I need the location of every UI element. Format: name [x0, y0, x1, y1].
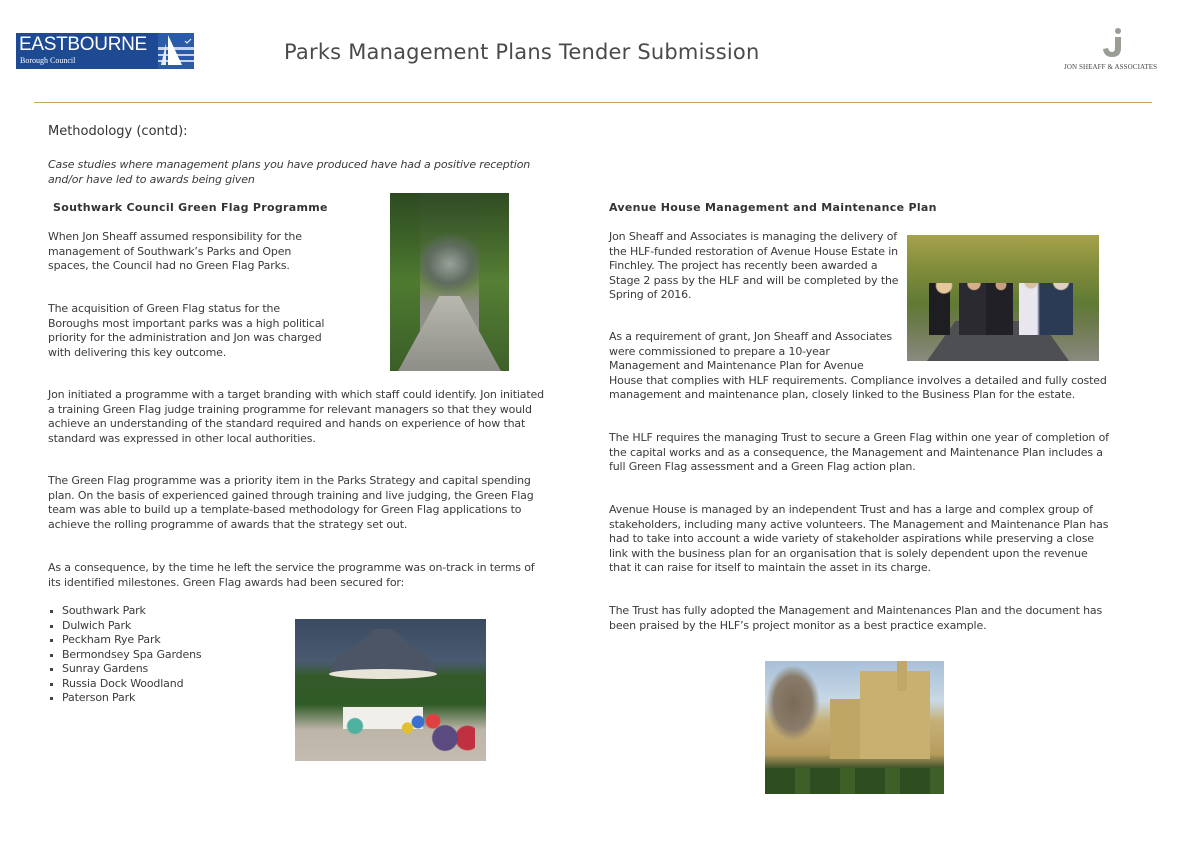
right-paragraph-1: Jon Sheaff and Associates is managing the delivery of the HLF-funded restoration of Avenue House Estate in Finchley. The project has recently been awarded a Stage 2 pass by the HLF and will be completed by the Spring of 2016. [609, 230, 899, 301]
list-item: Bermondsey Spa Gardens [48, 648, 288, 663]
sailboat-icon [158, 33, 194, 69]
right-paragraph-4: Avenue House is managed by an independent Trust and has a large and complex group of stakeholders, including many active volunteers. The Management and Maintenance Plan has had to take into account a wide variety of stakeholder aspirations while preserving a close link with the business plan for an organisation that is solely dependent upon the revenue that it can raise for itself to maintain the asset in its charge. [609, 503, 1109, 574]
list-item: Paterson Park [48, 691, 288, 706]
right-paragraph-2: As a requirement of grant, Jon Sheaff and Associates were commissioned to prepare a 10-year Management and Maintenance Plan for Avenue House that complies with HLF requirements. Compliance involves a detailed and fully costed management and maintenance plan, closely linked to the Business Plan for the estate. [609, 330, 1107, 401]
pergola-garden-path-photo [390, 193, 509, 371]
left-paragraph-4: The Green Flag programme was a priority item in the Parks Strategy and capital spending plan. On the basis of experienced gained through training and live judging, the Green Flag team was able to build up a template-based methodology for Green Flag applications to achieve the rolling programme of awards that the strategy set out. [48, 474, 534, 531]
list-item: Peckham Rye Park [48, 633, 288, 648]
bandstand-event-photo [295, 619, 486, 761]
js-mark-icon [1098, 28, 1126, 60]
logo-name: EASTBOURNE [19, 34, 147, 55]
right-paragraph-3: The HLF requires the managing Trust to secure a Green Flag within one year of completion of the capital works and as a consequence, the Management and Maintenance Plan includes a full Green Flag assessment and a Green Flag action plan. [609, 431, 1109, 473]
left-paragraph-3: Jon initiated a programme with a target branding with which staff could identify. Jon initiated a training Green Flag judge training programme for relevant managers so that they would achieve an understanding of the standard required and hands on experience of how that standard was expressed in other local authorities. [48, 388, 544, 445]
list-item: Russia Dock Woodland [48, 677, 288, 692]
header-divider [34, 102, 1152, 103]
avenue-house-garden-photo [765, 661, 944, 794]
logo-subtitle: Borough Council [20, 56, 76, 65]
right-case-heading: Avenue House Management and Maintenance Plan [609, 201, 937, 214]
group-walk-photo [907, 235, 1099, 361]
house-wing [830, 699, 862, 759]
left-case-heading: Southwark Council Green Flag Programme [53, 201, 328, 214]
right-paragraph-5: The Trust has fully adopted the Management and Maintenances Plan and the document has been praised by the HLF’s project monitor as a best practice example. [609, 604, 1103, 632]
house-tower [860, 671, 930, 759]
list-item: Southwark Park [48, 604, 288, 619]
document-title: Parks Management Plans Tender Submission [284, 40, 760, 64]
box-hedge-parterre [765, 768, 944, 794]
walking-group [929, 275, 1079, 345]
bandstand-roof [331, 629, 435, 673]
jon-sheaff-associates-logo [1062, 28, 1160, 74]
balloons-and-crowd [325, 714, 475, 754]
bandstand-eave [329, 669, 437, 679]
chimney [897, 661, 907, 691]
left-paragraph-2: The acquisition of Green Flag status for the Boroughs most important parks was a high political priority for the administration and Jon was charged with delivering this key outcome. [48, 302, 325, 359]
left-paragraph-5: As a consequence, by the time he left the service the programme was on-track in terms of its identified milestones. Green Flag awards had been secured for: [48, 561, 535, 589]
list-item: Dulwich Park [48, 619, 288, 634]
section-title: Methodology (contd): [48, 124, 188, 139]
bare-tree [765, 661, 835, 781]
eastbourne-logo [16, 33, 194, 69]
section-intro: Case studies where management plans you have produced have had a positive reception and/or have led to awards being given [48, 158, 531, 186]
left-paragraph-1: When Jon Sheaff assumed responsibility for the management of Southwark’s Parks and Open spaces, the Council had no Green Flag Parks. [48, 230, 302, 272]
list-item: Sunray Gardens [48, 662, 288, 677]
logo-text: JON SHEAFF & ASSOCIATES [1064, 63, 1158, 71]
green-flag-awards-list [48, 604, 288, 706]
